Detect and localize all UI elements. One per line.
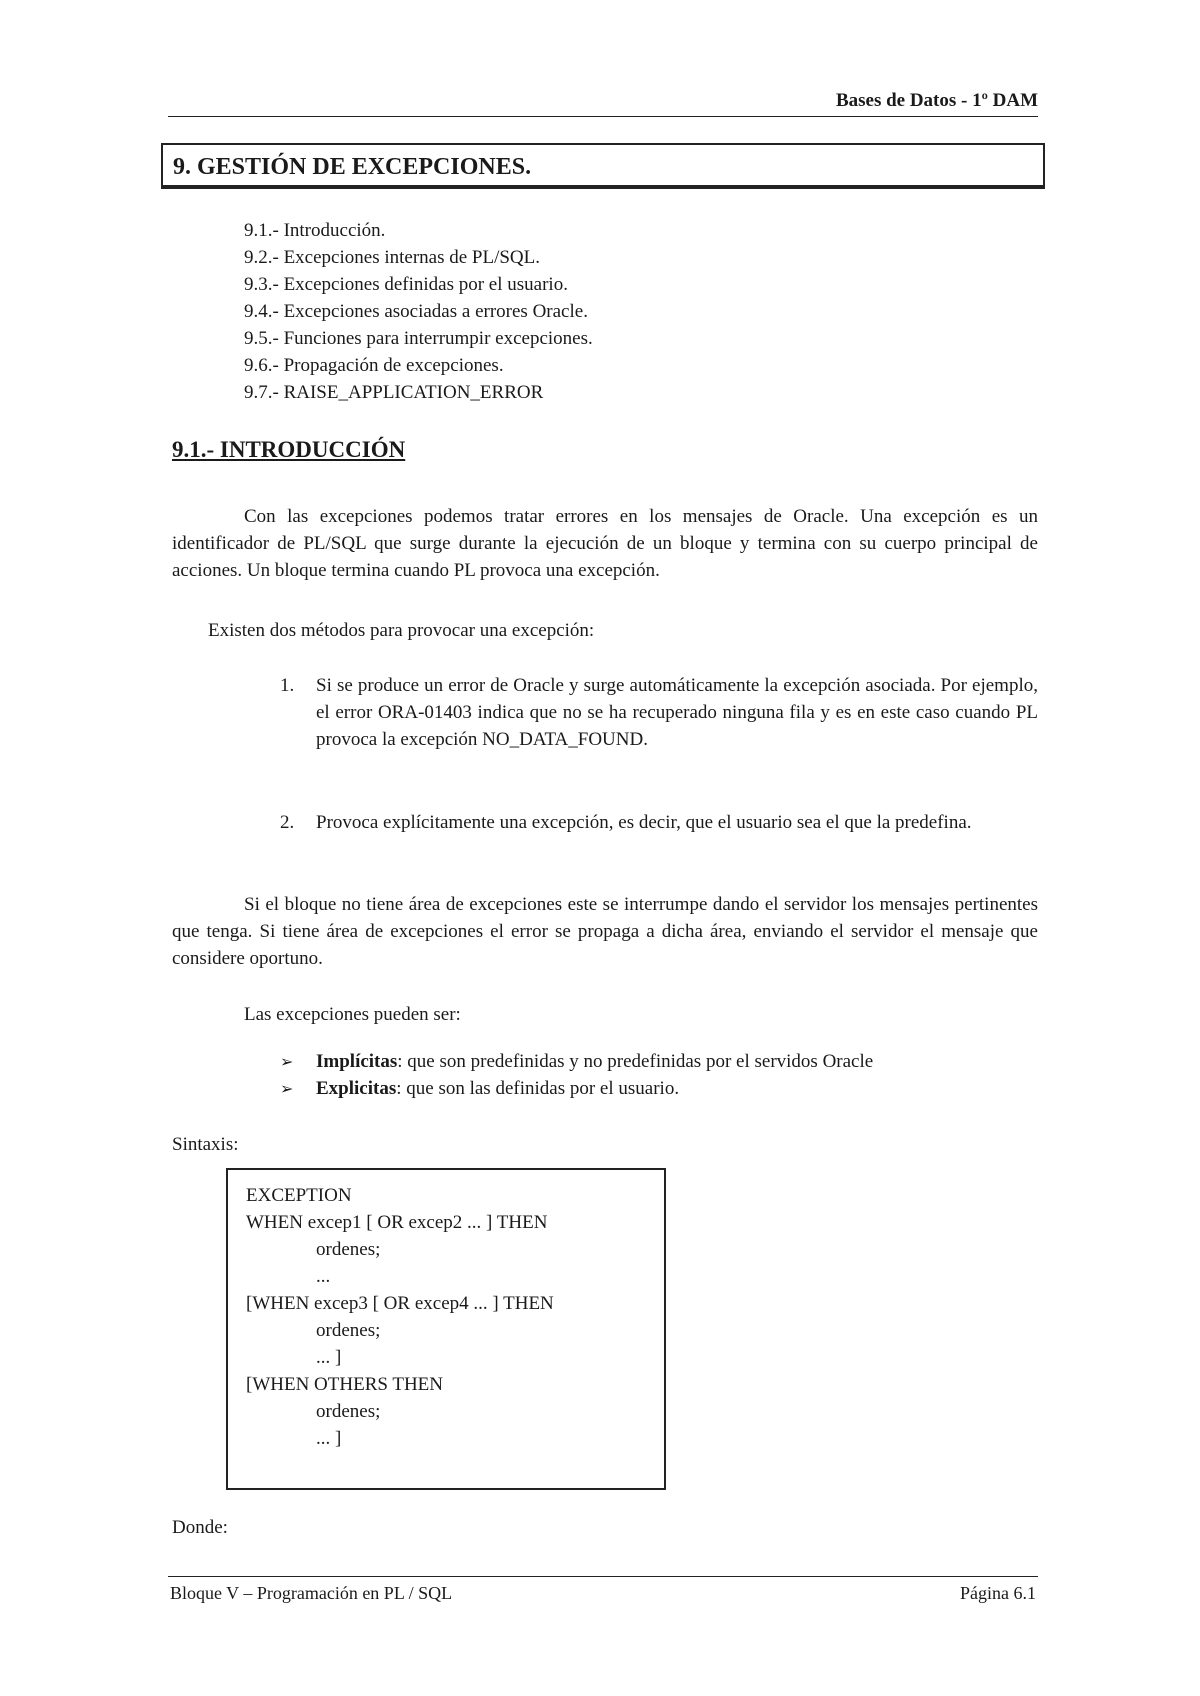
code-line: ordenes; — [316, 1401, 381, 1422]
bullet-text: : que son las definidas por el usuario. — [396, 1078, 680, 1099]
toc-item: 9.5.- Funciones para interrumpir excepciones. — [244, 328, 593, 349]
toc-item: 9.3.- Excepciones definidas por el usuario. — [244, 274, 568, 295]
exception-types-list — [280, 1048, 873, 1102]
code-line: [WHEN OTHERS THEN — [246, 1374, 444, 1395]
chapter-title-box — [161, 143, 1045, 187]
intro-paragraph: Con las excepciones podemos tratar errores en los mensajes de Oracle. Una excepción es un identificador de PL/SQL que surge durante la ejecución de un bloque y termina con su cuerpo principal de acciones. Un bloque termina cuando PL provoca una excepción. — [172, 506, 1038, 581]
code-line: ordenes; — [316, 1239, 381, 1260]
item-text: Si se produce un error de Oracle y surge automáticamente la excepción asociada. Por ejemplo, el error ORA-01403 indica que no se ha recuperado ninguna fila y es en este caso cuando PL provoca la excepción NO_DATA_FOUND. — [316, 675, 1038, 750]
types-paragraph: Las excepciones pueden ser: — [244, 1004, 461, 1025]
methods-paragraph: Existen dos métodos para provocar una excepción: — [208, 620, 595, 641]
numbered-item — [280, 809, 1038, 836]
item-number: 2. — [280, 812, 295, 833]
toc-item: 9.7.- RAISE_APPLICATION_ERROR — [244, 382, 544, 403]
item-number: 1. — [280, 675, 295, 696]
table-of-contents — [244, 217, 593, 406]
code-line: ... ] — [316, 1428, 342, 1449]
arrow-bullet-icon: ➢ — [280, 1079, 294, 1098]
code-line: WHEN excep1 [ OR excep2 ... ] THEN — [246, 1212, 548, 1233]
bullet-text: : que son predefinidas y no predefinidas por el servidos Oracle — [397, 1051, 874, 1072]
page-header — [168, 90, 1038, 117]
bullet-term: Implícitas — [316, 1051, 398, 1072]
syntax-code-box — [226, 1168, 666, 1490]
numbered-item — [280, 672, 1038, 753]
block-paragraph: Si el bloque no tiene área de excepciones este se interrumpe dando el servidor los mensajes pertinentes que tenga. Si tiene área de excepciones el error se propaga a dicha área, enviando el servidor el mensaje que considere oportuno. — [172, 894, 1038, 969]
code-line: ... ] — [316, 1347, 342, 1368]
toc-item: 9.1.- Introducción. — [244, 220, 386, 241]
toc-item: 9.2.- Excepciones internas de PL/SQL. — [244, 247, 541, 268]
header-text: Bases de Datos - 1º DAM — [835, 90, 1038, 111]
toc-item: 9.6.- Propagación de excepciones. — [244, 355, 504, 376]
bullet-term: Explicitas — [316, 1078, 397, 1099]
page-number: Página 6.1 — [960, 1583, 1036, 1603]
list-item — [280, 1075, 873, 1102]
chapter-title: 9. GESTIÓN DE EXCEPCIONES. — [173, 154, 532, 180]
code-line: EXCEPTION — [246, 1185, 352, 1206]
arrow-bullet-icon: ➢ — [280, 1052, 294, 1071]
code-line: ... — [316, 1266, 331, 1287]
list-item — [280, 1048, 873, 1075]
code-line: ordenes; — [316, 1320, 381, 1341]
syntax-label: Sintaxis: — [172, 1134, 239, 1155]
item-text: Provoca explícitamente una excepción, es decir, que el usuario sea el que la predefina. — [316, 812, 972, 833]
section-heading: 9.1.- INTRODUCCIÓN — [172, 437, 406, 462]
page-footer — [168, 1576, 1038, 1607]
code-line: [WHEN excep3 [ OR excep4 ... ] THEN — [246, 1293, 554, 1314]
footer-left-text: Bloque V – Programación en PL / SQL — [170, 1583, 453, 1603]
where-label: Donde: — [172, 1517, 228, 1538]
toc-item: 9.4.- Excepciones asociadas a errores Oracle. — [244, 301, 588, 322]
